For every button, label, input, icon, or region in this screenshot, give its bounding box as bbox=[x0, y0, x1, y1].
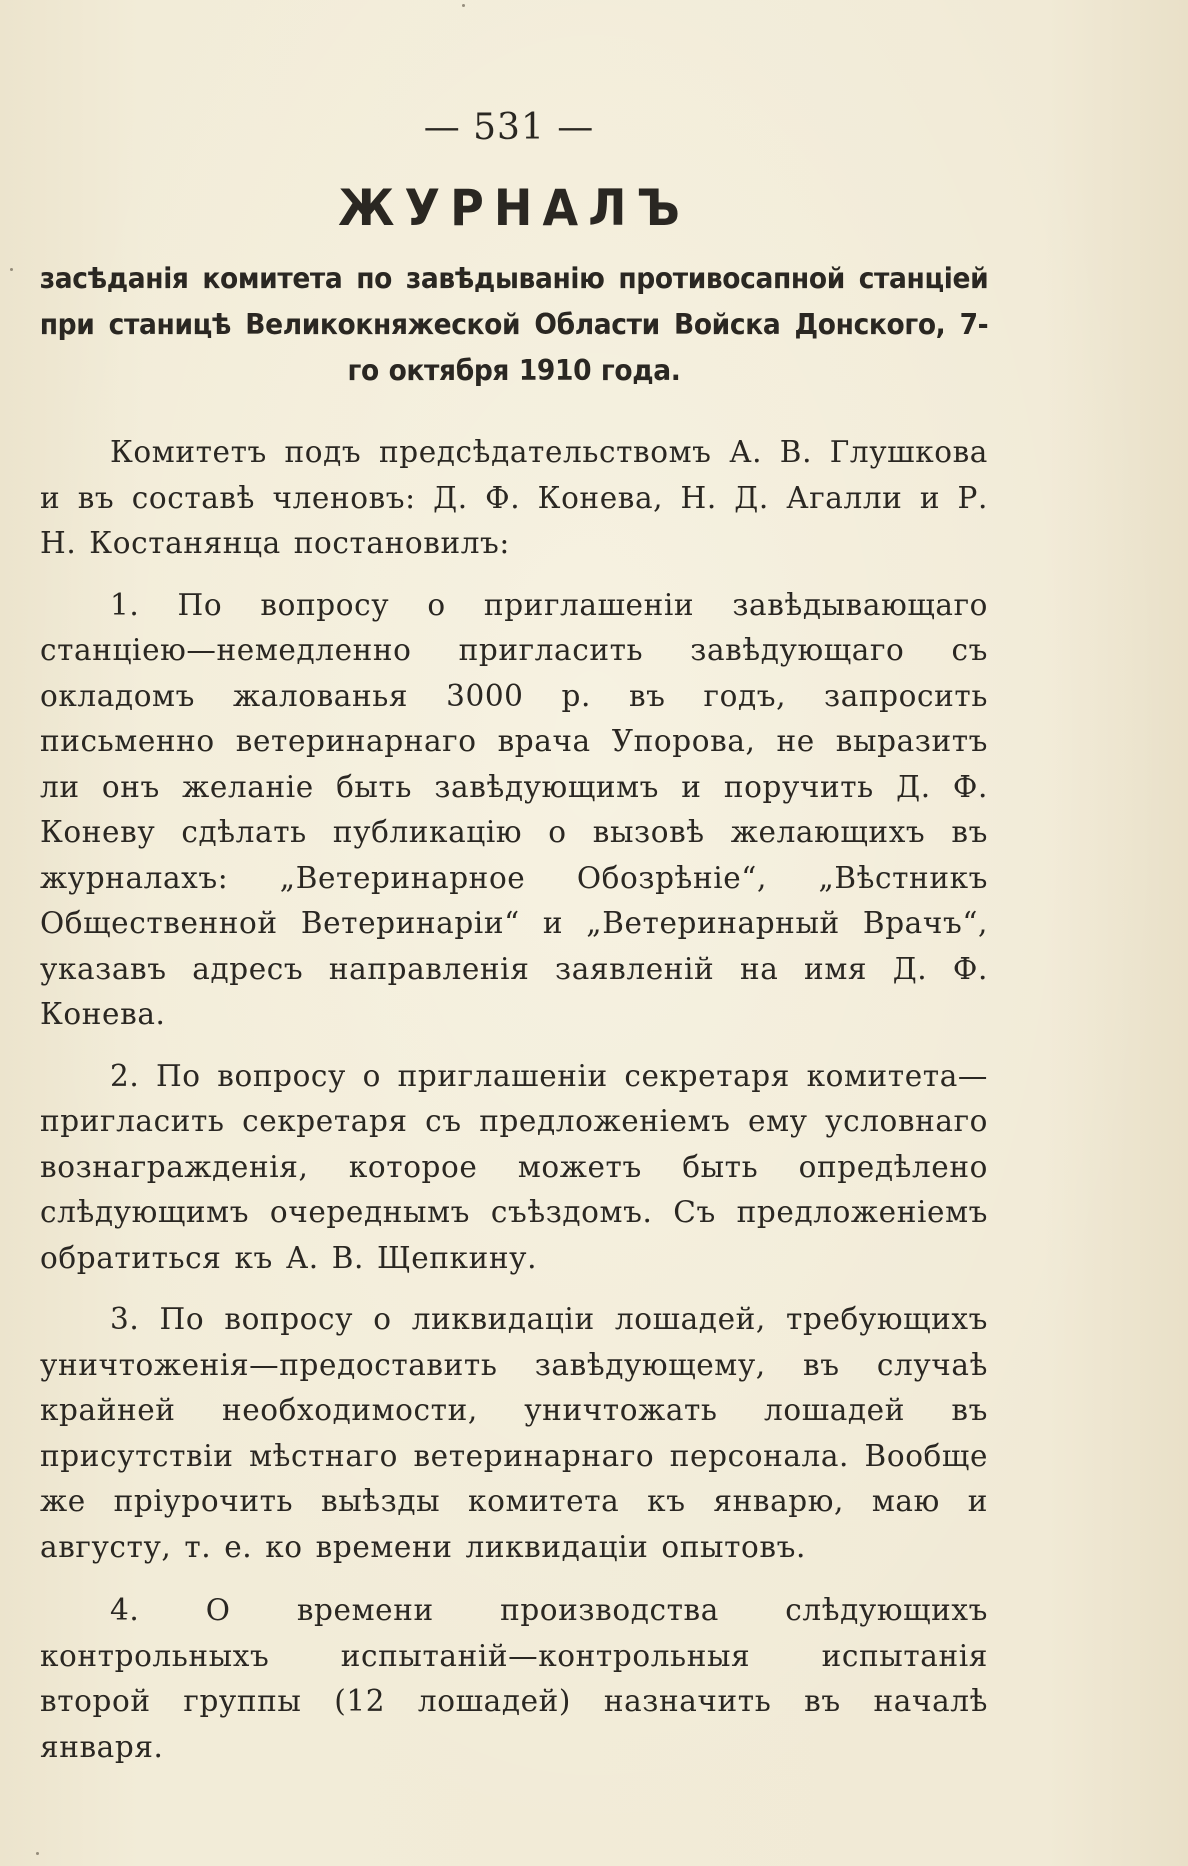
print-speck bbox=[462, 4, 465, 7]
page-number: — 531 — bbox=[423, 107, 595, 148]
print-speck bbox=[36, 1852, 39, 1855]
item-1-paragraph: 1. По вопросу о приглашеніи завѣдывающаго станціею—немедленно пригласить завѣдующаго съ окладомъ жалованья 3000 р. въ годъ, запросить письменно ветеринарнаго врача Упорова, не выразитъ ли онъ желаніе быть завѣдующимъ и поручить Д. Ф. Коневу сдѣлать публикацію о вызовѣ желающихъ въ журналахъ: „Ветеринарное Обозрѣніе“, „Вѣстникъ Общественной Ветеринаріи“ и „Ветеринарный Врачъ“, указавъ адресъ направленія заявленій на имя Д. Ф. Конева. bbox=[40, 587, 988, 1031]
item-4-paragraph: 4. О времени производства слѣдующихъ контрольныхъ испытаній—контрольныя испытанія второй группы (12 лошадей) назначить въ началѣ января. bbox=[40, 1593, 988, 1764]
item-2-paragraph: 2. По вопросу о приглашеніи секретаря комитета—пригласить секретаря съ предложеніемъ ему условнаго вознагражденія, которое можетъ быть опредѣлено слѣдующимъ очереднымъ съѣздомъ. Съ предложеніемъ обратиться къ А. В. Щепкину. bbox=[40, 1058, 988, 1275]
journal-subtitle: засѣданія комитета по завѣдыванію противосапной станціей при станицѣ Великокняжеской Области Войска Донского, 7-го октября 1910 года. bbox=[39, 262, 989, 387]
item-3-paragraph: 3. По вопросу о ликвидаціи лошадей, требующихъ уничтоженія—предоставить завѣдующему, въ случаѣ крайней необходимости, уничтожать лошадей въ присутствіи мѣстнаго ветеринарнаго персонала. Вообще же пріурочить выѣзды комитета къ январю, маю и августу, т. е. ко времени ликвидаціи опытовъ. bbox=[40, 1302, 988, 1564]
print-speck bbox=[10, 268, 13, 271]
journal-title: ЖУРНАЛЪ bbox=[338, 179, 690, 237]
intro-paragraph: Комитетъ подъ предсѣдательствомъ А. В. Глушкова и въ составѣ членовъ: Д. Ф. Конева, Н. Д. Агалли и Р. Н. Костанянца постановилъ: bbox=[40, 435, 988, 560]
page-content bbox=[40, 100, 988, 1770]
